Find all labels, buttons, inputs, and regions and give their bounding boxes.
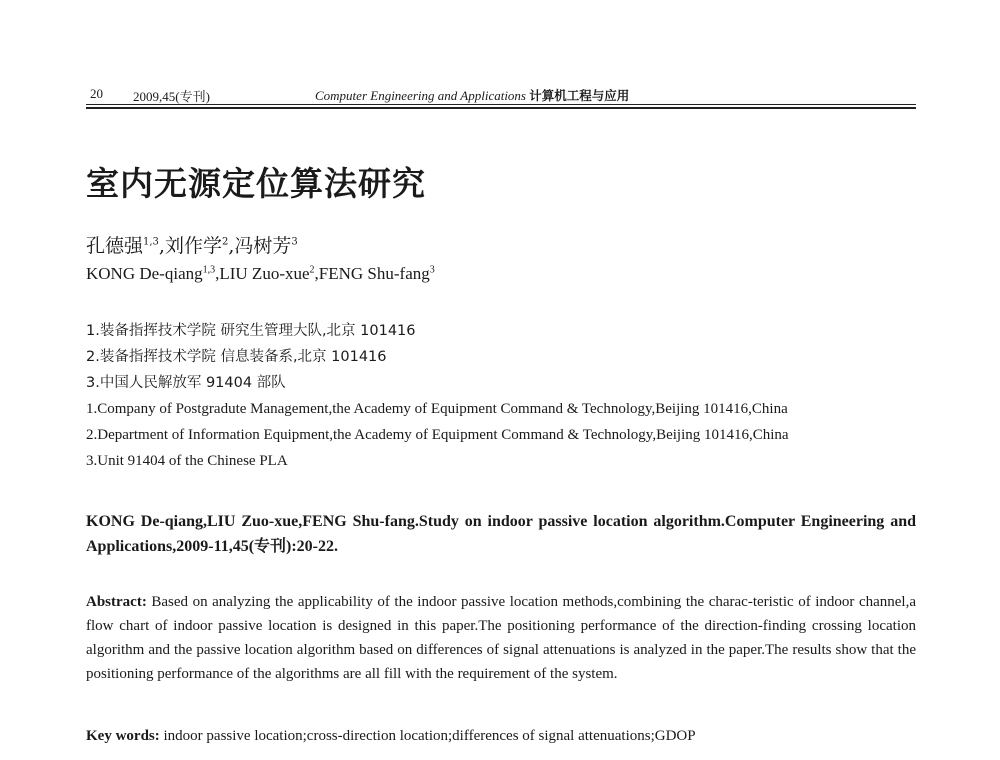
- journal-name-cn: 计算机工程与应用: [529, 88, 630, 103]
- author-name: 冯树芳: [234, 235, 292, 257]
- author-affiliation-mark: 2: [221, 236, 229, 248]
- abstract: [86, 590, 916, 686]
- page-number: 20: [90, 86, 103, 101]
- affiliation-en: 3.Unit 91404 of the Chinese PLA: [86, 453, 288, 469]
- abstract-text: Based on analyzing the applicability of the indoor passive location methods,combining the charac-teristic of indoor channel,a flow chart of indoor passive location is designed in this paper.The positioning performance of the direction-finding crossing location algorithm and the passive location algorithm based on differences of signal attenuations is analyzed in the paper.The results show that the positioning performance of the algorithms are all fill with the requirement of the system.: [86, 594, 916, 682]
- author-affiliation-mark: 3: [429, 264, 435, 276]
- author-name: KONG De-qiang: [86, 264, 203, 283]
- author-separator: ,: [314, 264, 319, 283]
- authors-english: [86, 264, 435, 284]
- author-affiliation-mark: 1,3: [202, 264, 216, 276]
- journal-name-en: Computer Engineering and Applications: [315, 88, 526, 103]
- author-affiliation-mark: 3: [291, 236, 298, 248]
- keywords: [86, 724, 916, 748]
- volume-info: 2009,45(专刊): [133, 89, 210, 104]
- author-name: 孔德强: [86, 235, 144, 257]
- abstract-label: Abstract:: [86, 594, 147, 610]
- keywords-label: Key words:: [86, 728, 160, 744]
- author-separator: ,: [228, 235, 235, 257]
- running-header: [86, 84, 914, 106]
- paper-title: 室内无源定位算法研究: [86, 164, 426, 203]
- affiliation-cn: 3.中国人民解放军 91404 部队: [86, 375, 286, 391]
- journal-name: [315, 86, 629, 104]
- author-name: FENG Shu-fang: [318, 264, 430, 283]
- header-rule-thick: [86, 107, 916, 109]
- author-separator: ,: [158, 235, 165, 257]
- authors-chinese: [86, 231, 298, 258]
- author-affiliation-mark: 2: [309, 264, 315, 276]
- author-name: 刘作学: [164, 235, 222, 257]
- author-affiliation-mark: 1,3: [143, 236, 159, 248]
- citation: KONG De-qiang,LIU Zuo-xue,FENG Shu-fang.Study on indoor passive location algorithm.Computer Engineering and Applications,2009-11,45(专刊):20-22.: [86, 513, 916, 555]
- author-name: LIU Zuo-xue: [219, 264, 310, 283]
- affiliations-list: [86, 318, 926, 474]
- affiliation-en: 2.Department of Information Equipment,the Academy of Equipment Command & Technology,Beijing 101416,China: [86, 427, 789, 443]
- affiliation-en: 1.Company of Postgradute Management,the Academy of Equipment Command & Technology,Beijing 101416,China: [86, 401, 788, 417]
- author-separator: ,: [215, 264, 220, 283]
- keywords-text: indoor passive location;cross-direction location;differences of signal attenuations;GDOP: [163, 728, 696, 744]
- header-rule-thin: [86, 104, 916, 105]
- affiliation-cn: 1.装备指挥技术学院 研究生管理大队,北京 101416: [86, 323, 416, 339]
- affiliation-cn: 2.装备指挥技术学院 信息装备系,北京 101416: [86, 349, 387, 365]
